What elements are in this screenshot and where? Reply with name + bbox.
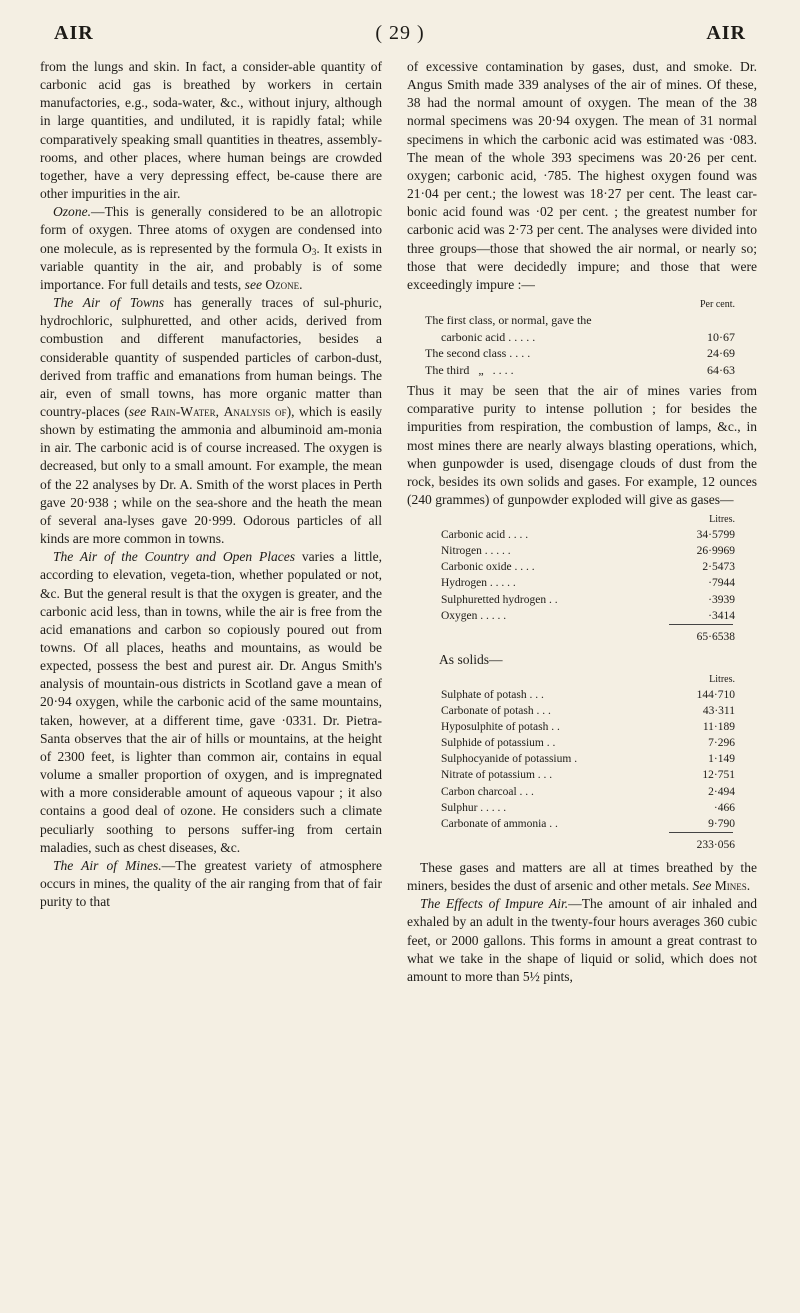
solids-total-rule [669, 832, 733, 835]
table-row: Hydrogen . . . . . ·7944 [441, 577, 735, 590]
table-row: Carbonate of ammonia . . 9·790 [441, 817, 735, 830]
classes-unit-label: Per cent. [700, 299, 735, 311]
classes-table [407, 298, 757, 378]
solids-table [407, 673, 757, 853]
ozone-heading: Ozone. [53, 204, 92, 220]
paragraph-air-of-mines: The Air of Mines.—The greatest variety of atmosphere occurs in mines, the quality of the air ranging from that of fair purity to that [40, 857, 382, 910]
paragraph-gunpowder: Thus it may be seen that the air of mines varies from comparative purity to intense pollution ; for besides the impurities from respiration, the combustion of lamps, &c., in most mines there are nearly always blasting operations, which, when gunpowder is used, disengage clouds of dust from the rock, besides its own solids and gases. For example, 12 ounces (240 grammes) of gunpowder exploded will give as gases— [407, 383, 757, 507]
ozone-cross-reference: Ozone [265, 276, 300, 292]
solids-total-row [407, 837, 757, 853]
table-row: Sulphur . . . . . ·466 [441, 801, 735, 814]
gases-total-row [407, 629, 757, 645]
gases-unit-label: Litres. [709, 514, 735, 526]
table-row: The third „ . . . . 64·63 [425, 362, 735, 377]
paragraph-miners-breathing: These gases and matters are all at times breathed by the miners, besides the dust of arsenic and other metals. See Mines. [407, 859, 757, 894]
table-row: Carbonate of potash . . . 43·311 [441, 705, 735, 718]
gases-table [407, 513, 757, 645]
gases-total-rule [669, 624, 733, 627]
paragraph-effects-impure-air: The Effects of Impure Air.—The amount of air inhaled and exhaled by an adult in the twenty-four hours averages 360 cubic feet, or 2000 gallons. This forms in amount a great contrast to what we take in the shape of liquid or solid, which does not amount to more than 5½ pints, [407, 896, 758, 984]
gases-total: 65·6538 [696, 630, 735, 643]
table-row: Sulphate of potash . . . 144·710 [441, 688, 735, 701]
table-row: Hyposulphite of potash . . 11·189 [441, 721, 735, 734]
table-row: Carbon charcoal . . . 2·494 [441, 785, 735, 798]
classes-intro: The first class, or normal, gave the [425, 313, 592, 328]
paragraph-air-of-country: The Air of the Country and Open Places varies a little, according to elevation, vegeta-tion, whether populated or not, &c. But the general result is that the oxygen is greater, and the carbonic acid less, than in towns, while the air is free from the acid emanations and carbon so copiously poured out from towns. Of all places, heaths and mountains, as would be expected, possess the best and purest air. Dr. Angus Smith's analysis of mountain-ous districts in Scotland gave a mean of 20·94 oxygen, while the carbonic acid of the same mountains, taken, however, at a different time, gave ·0331. Dr. Pietra-Santa observes that the air of hills or mountains, at the height of 2300 feet, is lighter than common air, contains in equal volume a smaller proportion of oxygen, and is impregnated with a more considerable amount of aqueous vapour ; it also contains a good deal of ozone. He considers such a climate peculiarly soothing to persons suffer-ing from certain maladies, such as chest diseases, &c. [40, 549, 382, 855]
formula-subscript: 3 [311, 246, 317, 257]
left-column [40, 58, 382, 911]
rain-water-cross-reference: Rain-Water [150, 403, 216, 419]
mines-cross-reference: Mines [714, 878, 747, 894]
table-row: Sulphide of potassium . . 7·296 [441, 737, 735, 750]
table-row: Carbonic acid . . . . 34·5799 [441, 529, 735, 542]
solids-unit-label: Litres. [709, 673, 735, 685]
air-of-towns-heading: The Air of Towns [53, 295, 165, 311]
page-number: ( 29 ) [375, 22, 425, 44]
table-row: Carbonic oxide . . . . 2·5473 [441, 561, 735, 574]
header-left-word: AIR [54, 22, 94, 44]
running-header [40, 22, 760, 46]
paragraph-air-of-towns: The Air of Towns has generally traces of sul-phuric, hydrochloric, sulphuretted, and other acids, derived from combustion and different manufactories, besides a considerable quantity of suspended particles of carbon-dust, derived from traffic and emanations from human beings. The air, even of small towns, has more organic matter than country-places (see Rain-Water, Analysis of), which is easily shown by estimating the ammonia and albuminoid am-monia in air. The carbonic acid is of course increased. The oxygen is decreased, but only to a small amount. For example, the mean of the 22 analyses by Dr. A. Smith of the worst places in Perth gave 20·938 ; while on the sea-shore and the heath the mean of several ana-lyses gave 20·999. Odorous particles of all kinds are more common in towns. [40, 295, 383, 547]
air-of-mines-heading: The Air of Mines. [53, 857, 162, 873]
paragraph-ozone: Ozone.—This is generally considered to be an allotropic form of oxygen. Three atoms of oxygen are condensed into one molecule, as is represented by the formula $O_3$. It exists in variable quantity in the air, and probably is of some importance. For full details and tests, see Ozone. [40, 204, 383, 292]
analysis-cross-reference: Analysis of [223, 403, 287, 419]
table-row: carbonic acid . . . . . 10·67 [441, 329, 735, 344]
air-of-country-heading: The Air of the Country and Open Places [53, 549, 296, 565]
table-row: Sulphocyanide of potassium . 1·149 [441, 753, 735, 766]
effects-heading: The Effects of Impure Air. [420, 896, 569, 912]
right-column [407, 58, 757, 986]
table-row: Oxygen . . . . . ·3414 [441, 609, 735, 622]
table-row: Sulphuretted hydrogen . . ·3939 [441, 593, 735, 606]
paragraph-mine-analyses: of excessive contamination by gases, dust, and smoke. Dr. Angus Smith made 339 analyses of the air of mines. Of these, 38 had the normal amount of oxygen. The mean of the 38 normal specimens was 20·94 oxygen. The mean of 31 normal specimens in which the carbonic acid was estimated was ·083. The mean of the whole 393 specimens was 20·26 per cent. oxygen; carbonic acid, ·785. The highest oxygen found was 21·04 per cent.; the lowest was 18·27 per cent. The least car-bonic acid found was ·02 per cent. ; the greatest number for carbonic acid was 2·73 per cent. The analyses were divided into three groups—those that showed the air normal, or nearly so; those that were decidedly impure; and those that were exceedingly impure :— [407, 59, 757, 292]
table-row: Nitrogen . . . . . 26·9969 [441, 545, 735, 558]
table-row: Nitrate of potassium . . . 12·751 [441, 769, 735, 782]
solids-heading: As solids— [439, 651, 503, 667]
table-row: The second class . . . . 24·69 [425, 346, 735, 361]
solids-total: 233·056 [696, 838, 735, 851]
paragraph-carbonic-acid: from the lungs and skin. In fact, a consider-able quantity of carbonic acid gas is breathed by workers in certain manufactories, e.g., soda-water, &c., without injury, although in large quantities, and undiluted, it is rapidly fatal; while comparatively speaking small quantities in theatres, assembly-rooms, and other places, where human beings are crowded together, have a very depressing effect, be-cause there are other impurities in the air. [40, 59, 382, 202]
header-right-word: AIR [706, 22, 746, 44]
